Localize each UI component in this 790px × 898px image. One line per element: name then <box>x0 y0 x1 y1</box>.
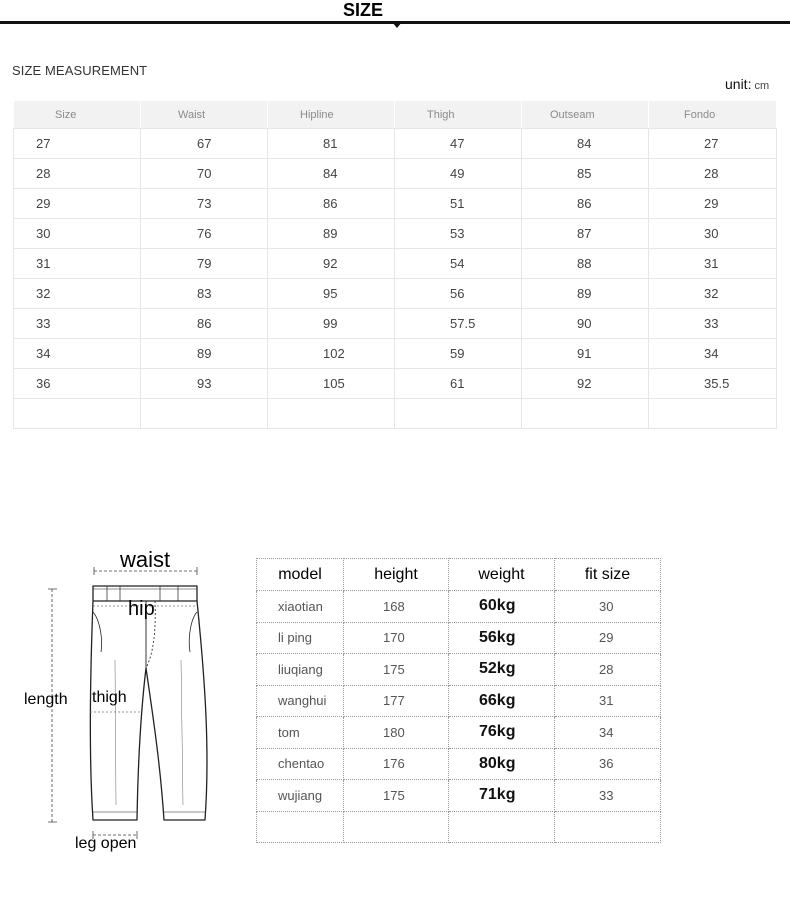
model-cell: 28 <box>555 654 661 686</box>
size-cell: 79 <box>141 249 268 279</box>
model-cell: 175 <box>344 654 449 686</box>
size-cell <box>268 399 395 429</box>
model-cell: 52kg <box>449 654 555 686</box>
unit-label <box>725 76 769 92</box>
diagram-label-leg-open: leg open <box>75 835 137 852</box>
column-header-fondo: Fondo <box>649 101 777 129</box>
size-cell: 28 <box>649 159 777 189</box>
column-header-weight: weight <box>449 559 555 591</box>
model-cell: 36 <box>555 748 661 780</box>
page-title: SIZE <box>342 0 383 20</box>
size-cell <box>14 399 141 429</box>
model-cell: 31 <box>555 685 661 717</box>
model-cell: xiaotian <box>257 591 344 623</box>
size-cell: 92 <box>522 369 649 399</box>
model-cell <box>344 811 449 843</box>
model-cell: chentao <box>257 748 344 780</box>
size-table-header-row <box>14 101 777 129</box>
diagram-label-length: length <box>24 691 68 708</box>
table-row <box>14 339 777 369</box>
size-measurement-title: SIZE MEASUREMENT <box>12 63 148 78</box>
size-cell: 83 <box>141 279 268 309</box>
size-cell: 49 <box>395 159 522 189</box>
model-cell: 176 <box>344 748 449 780</box>
table-row <box>257 622 661 654</box>
size-cell: 61 <box>395 369 522 399</box>
size-cell: 70 <box>141 159 268 189</box>
size-cell: 31 <box>14 249 141 279</box>
size-cell: 89 <box>522 279 649 309</box>
size-cell: 34 <box>649 339 777 369</box>
model-cell: liuqiang <box>257 654 344 686</box>
size-cell: 57.5 <box>395 309 522 339</box>
model-cell: 168 <box>344 591 449 623</box>
diagram-label-hip: hip <box>128 598 155 620</box>
column-header-waist: Waist <box>141 101 268 129</box>
table-row <box>257 717 661 749</box>
diagram-label-thigh: thigh <box>92 689 127 706</box>
table-row <box>14 249 777 279</box>
model-cell <box>555 811 661 843</box>
size-cell: 31 <box>649 249 777 279</box>
size-cell: 86 <box>522 189 649 219</box>
size-cell: 56 <box>395 279 522 309</box>
table-row <box>257 811 661 843</box>
size-cell: 86 <box>141 309 268 339</box>
size-cell: 59 <box>395 339 522 369</box>
size-cell: 47 <box>395 129 522 159</box>
model-cell: 76kg <box>449 717 555 749</box>
size-cell: 89 <box>268 219 395 249</box>
model-cell: tom <box>257 717 344 749</box>
model-cell: 71kg <box>449 780 555 812</box>
model-cell: 34 <box>555 717 661 749</box>
size-cell: 27 <box>649 129 777 159</box>
size-cell: 27 <box>14 129 141 159</box>
size-cell: 88 <box>522 249 649 279</box>
size-cell: 29 <box>649 189 777 219</box>
unit-label-text: unit: <box>725 76 752 92</box>
table-row <box>14 159 777 189</box>
size-cell: 30 <box>14 219 141 249</box>
model-cell: 33 <box>555 780 661 812</box>
table-row <box>14 369 777 399</box>
size-cell <box>649 399 777 429</box>
size-cell: 92 <box>268 249 395 279</box>
size-cell <box>522 399 649 429</box>
model-cell: 177 <box>344 685 449 717</box>
model-table-header-row <box>257 559 661 591</box>
size-cell: 91 <box>522 339 649 369</box>
table-row <box>257 654 661 686</box>
table-row <box>14 189 777 219</box>
size-cell: 95 <box>268 279 395 309</box>
size-cell: 89 <box>141 339 268 369</box>
column-header-outseam: Outseam <box>522 101 649 129</box>
table-row <box>257 780 661 812</box>
size-cell: 86 <box>268 189 395 219</box>
size-cell: 54 <box>395 249 522 279</box>
size-cell: 67 <box>141 129 268 159</box>
model-cell: 60kg <box>449 591 555 623</box>
table-row <box>257 591 661 623</box>
size-cell <box>395 399 522 429</box>
size-cell: 35.5 <box>649 369 777 399</box>
column-header-model: model <box>257 559 344 591</box>
size-cell: 29 <box>14 189 141 219</box>
model-cell: 30 <box>555 591 661 623</box>
size-cell: 33 <box>14 309 141 339</box>
size-cell: 36 <box>14 369 141 399</box>
size-cell: 102 <box>268 339 395 369</box>
size-cell: 84 <box>522 129 649 159</box>
size-cell: 73 <box>141 189 268 219</box>
table-row <box>14 129 777 159</box>
size-table <box>13 100 777 429</box>
model-cell: 170 <box>344 622 449 654</box>
size-cell: 76 <box>141 219 268 249</box>
table-row <box>14 279 777 309</box>
unit-value: cm <box>754 80 770 92</box>
column-header-thigh: Thigh <box>395 101 522 129</box>
size-cell: 32 <box>649 279 777 309</box>
column-header-height: height <box>344 559 449 591</box>
model-cell: 175 <box>344 780 449 812</box>
model-cell: 180 <box>344 717 449 749</box>
size-cell: 105 <box>268 369 395 399</box>
column-header-hipline: Hipline <box>268 101 395 129</box>
column-header-size: Size <box>14 101 141 129</box>
size-cell: 85 <box>522 159 649 189</box>
size-cell: 32 <box>14 279 141 309</box>
model-table <box>256 558 661 843</box>
model-cell: wanghui <box>257 685 344 717</box>
size-cell <box>141 399 268 429</box>
size-cell: 81 <box>268 129 395 159</box>
size-cell: 84 <box>268 159 395 189</box>
model-cell: wujiang <box>257 780 344 812</box>
size-cell: 53 <box>395 219 522 249</box>
table-row <box>14 219 777 249</box>
model-cell: 80kg <box>449 748 555 780</box>
model-cell: li ping <box>257 622 344 654</box>
size-cell: 99 <box>268 309 395 339</box>
table-row <box>14 399 777 429</box>
size-cell: 87 <box>522 219 649 249</box>
model-cell: 29 <box>555 622 661 654</box>
table-row <box>257 685 661 717</box>
size-cell: 28 <box>14 159 141 189</box>
size-cell: 93 <box>141 369 268 399</box>
diagram-label-waist: waist <box>120 547 171 572</box>
size-cell: 30 <box>649 219 777 249</box>
size-cell: 51 <box>395 189 522 219</box>
model-cell: 56kg <box>449 622 555 654</box>
size-cell: 34 <box>14 339 141 369</box>
model-cell <box>449 811 555 843</box>
table-row <box>257 748 661 780</box>
size-cell: 33 <box>649 309 777 339</box>
column-header-fit-size: fit size <box>555 559 661 591</box>
table-row <box>14 309 777 339</box>
model-cell: 66kg <box>449 685 555 717</box>
size-cell: 90 <box>522 309 649 339</box>
model-cell <box>257 811 344 843</box>
divider-notch-icon <box>392 22 402 28</box>
